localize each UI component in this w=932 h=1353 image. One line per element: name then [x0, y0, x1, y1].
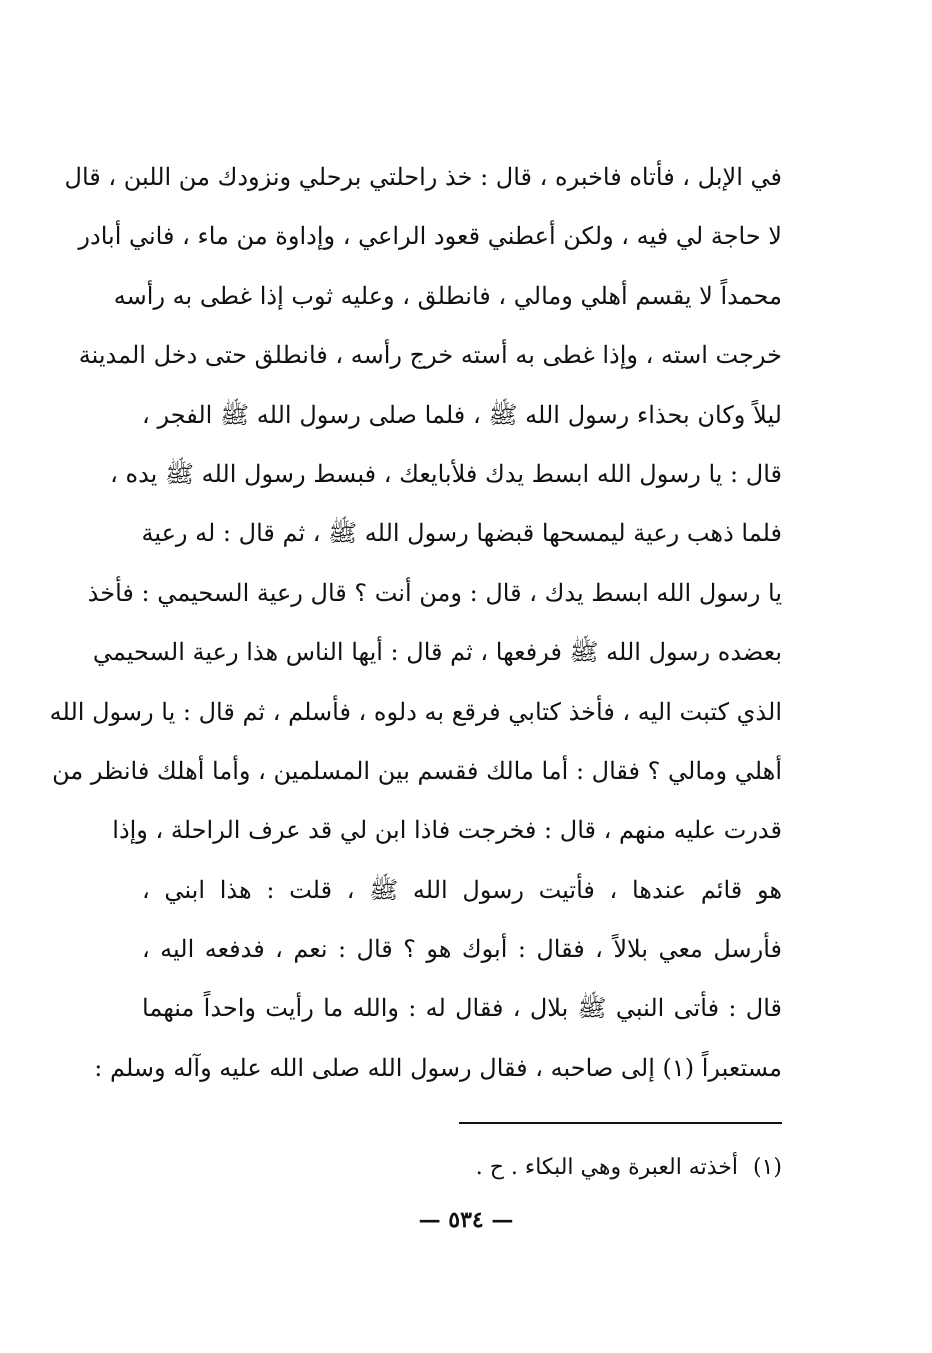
- text-line-8: يا رسول الله ابسط يدك ، قال : ومن أنت ؟ قال رعية السحيمي : فأخذ: [87, 578, 782, 607]
- text-line-14: فأرسل معي بلالاً ، فقال : أبوك هو ؟ قال : نعم ، فدفعه اليه ،: [142, 935, 782, 964]
- text-line-12: قدرت عليه منهم ، قال : فخرجت فاذا ابن لي قد عرف الراحلة ، وإذا: [112, 816, 782, 845]
- text-line-7: فلما ذهب رعية ليمسحها قبضها رسول الله ﷺ ، ثم قال : له رعية: [141, 519, 782, 548]
- page-number: — ٥٣٤ —: [418, 1207, 514, 1233]
- text-line-5: ليلاً وكان بحذاء رسول الله ﷺ ، فلما صلى رسول الله ﷺ الفجر ،: [142, 400, 782, 429]
- text-line-6: قال : يا رسول الله ابسط يدك فلأبايعك ، فبسط رسول الله ﷺ يده ،: [110, 459, 782, 488]
- text-line-4: خرجت استه ، وإذا غطى به أسته خرج رأسه ، فانطلق حتى دخل المدينة: [78, 341, 782, 370]
- text-line-3: محمداً لا يقسم أهلي ومالي ، فانطلق ، وعليه ثوب إذا غطى به رأسه: [113, 281, 782, 310]
- text-line-16: مستعبراً (١) إلى صاحبه ، فقال رسول الله صلى الله عليه وآله وسلم :: [94, 1053, 782, 1082]
- footnote: [142, 1148, 782, 1188]
- text-line-10: الذي كتبت اليه ، فأخذ كتابي فرقع به دلوه ، فأسلم ، ثم قال : يا رسول الله: [49, 697, 782, 726]
- text-line-11: أهلي ومالي ؟ فقال : أما مالك فقسم بين المسلمين ، وأما أهلك فانظر من: [52, 756, 782, 785]
- text-line-1: في الإبل ، فأتاه فاخبره ، قال : خذ راحلتي برحلي ونزودك من اللبن ، قال: [64, 163, 782, 191]
- text-line-2: لا حاجة لي فيه ، ولكن أعطني قعود الراعي ، وإداوة من ماء ، فاني أبادر: [78, 222, 782, 251]
- footnote-divider: [459, 1122, 782, 1124]
- text-line-15: قال : فأتى النبي ﷺ بلال ، فقال له : والله ما رأيت واحداً منهما: [142, 994, 782, 1023]
- main-text-block: [49, 148, 782, 1098]
- footnote-text: أخذته العبرة وهي البكاء . ح .: [475, 1155, 738, 1180]
- text-line-13: هو قائم عندها ، فأتيت رسول الله ﷺ ، قلت : هذا ابني ،: [142, 875, 782, 904]
- text-line-9: بعضده رسول الله ﷺ فرفعها ، ثم قال : أيها الناس هذا رعية السحيمي: [92, 638, 782, 667]
- footnote-marker: (١): [752, 1155, 782, 1180]
